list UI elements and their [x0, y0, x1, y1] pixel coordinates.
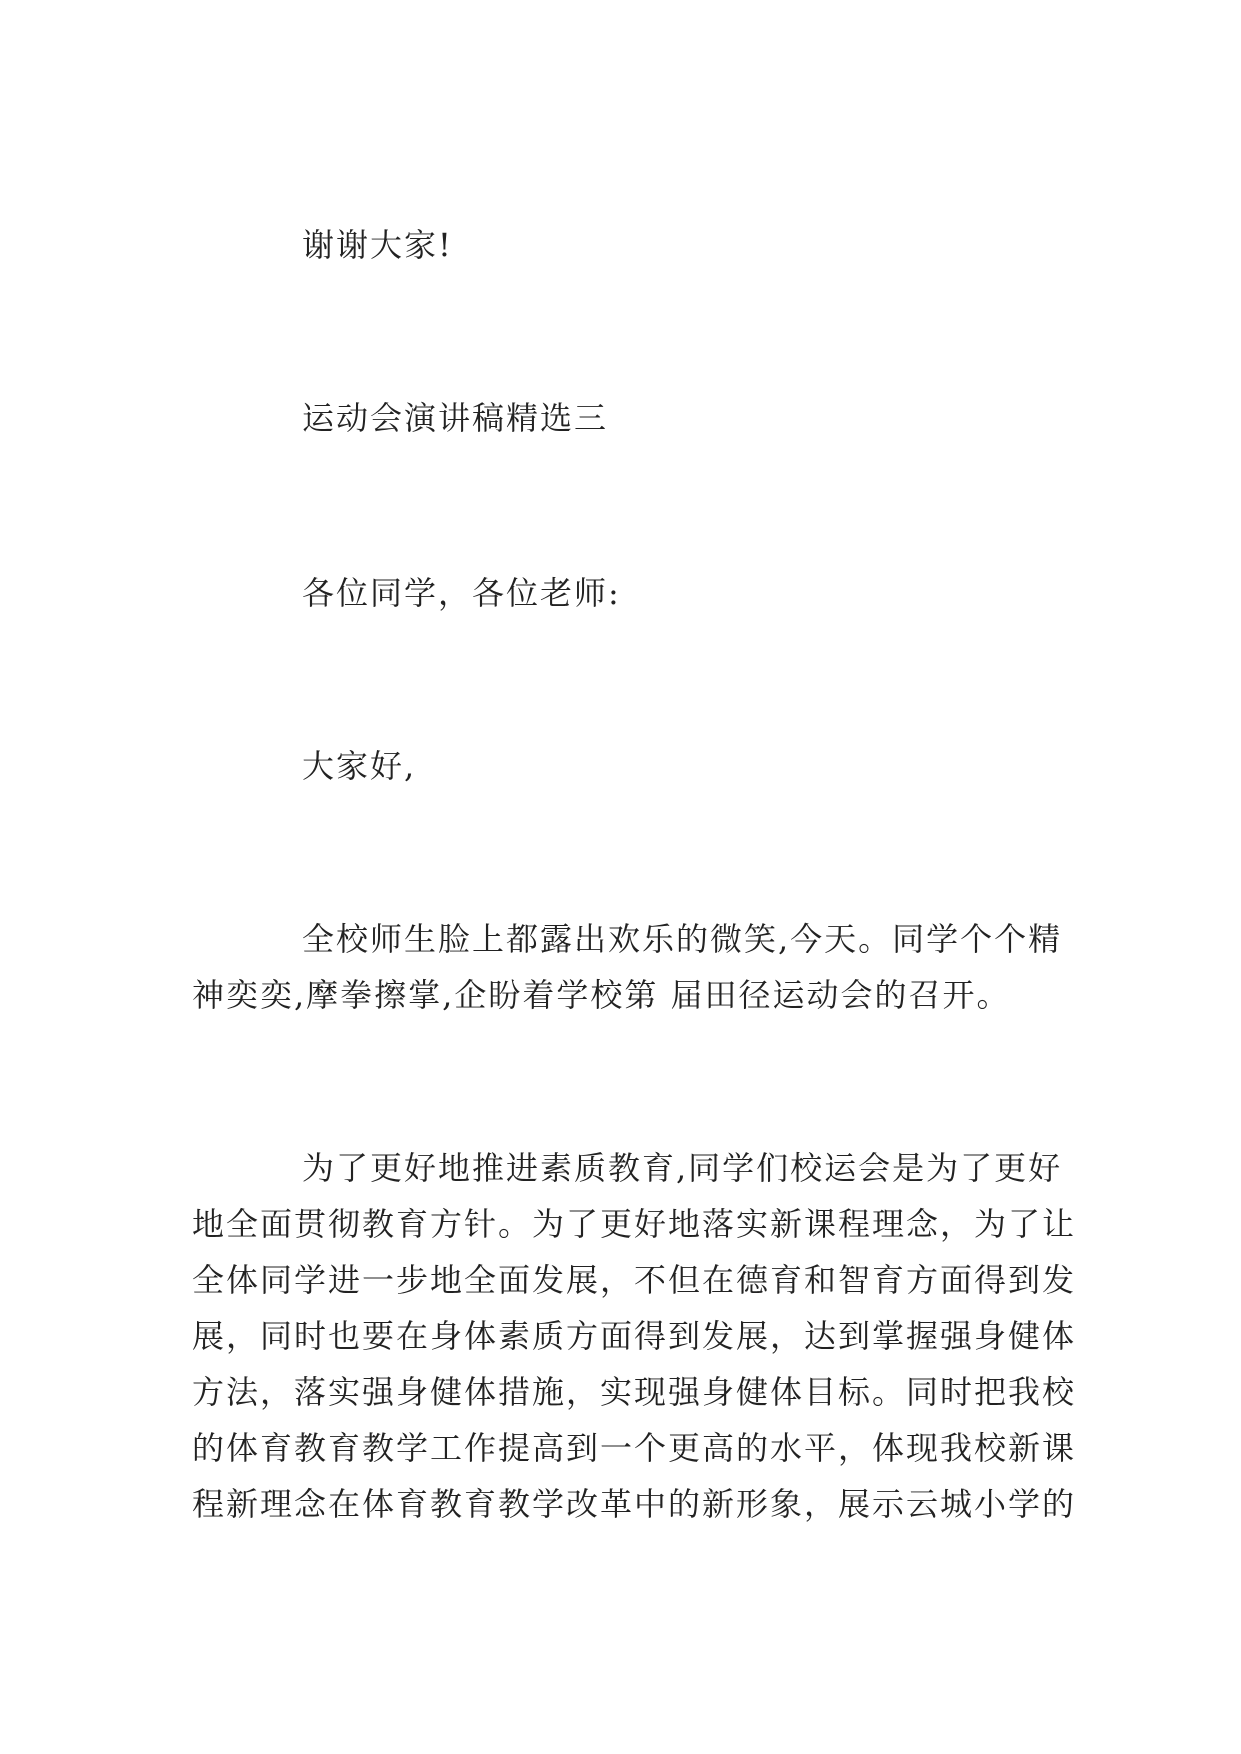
paragraph-2-line-5: 方法，落实强身健体措施，实现强身健体目标。同时把我校: [192, 1373, 1077, 1411]
paragraph-1-line-2: 神奕奕,摩拳擦掌,企盼着学校第 届田径运动会的召开。: [192, 976, 1011, 1014]
paragraph-1-line-1: 全校师生脸上都露出欢乐的微笑,今天。同学个个精: [302, 920, 1063, 958]
paragraph-2-line-4: 展，同时也要在身体素质方面得到发展，达到掌握强身健体: [192, 1317, 1077, 1355]
section-heading: 运动会演讲稿精选三: [302, 399, 609, 437]
closing-line: 谢谢大家!: [302, 226, 453, 264]
greeting-line: 大家好,: [302, 747, 417, 785]
paragraph-2-line-2: 地全面贯彻教育方针。为了更好地落实新课程理念，为了让: [192, 1205, 1077, 1243]
paragraph-2-line-1: 为了更好地推进素质教育,同学们校运会是为了更好: [302, 1149, 1063, 1187]
paragraph-2-line-7: 程新理念在体育教育教学改革中的新形象，展示云城小学的: [192, 1485, 1077, 1523]
salutation-line: 各位同学，各位老师:: [302, 574, 621, 612]
paragraph-2-line-3: 全体同学进一步地全面发展，不但在德育和智育方面得到发: [192, 1261, 1077, 1299]
paragraph-2-line-6: 的体育教育教学工作提高到一个更高的水平，体现我校新课: [192, 1429, 1077, 1467]
